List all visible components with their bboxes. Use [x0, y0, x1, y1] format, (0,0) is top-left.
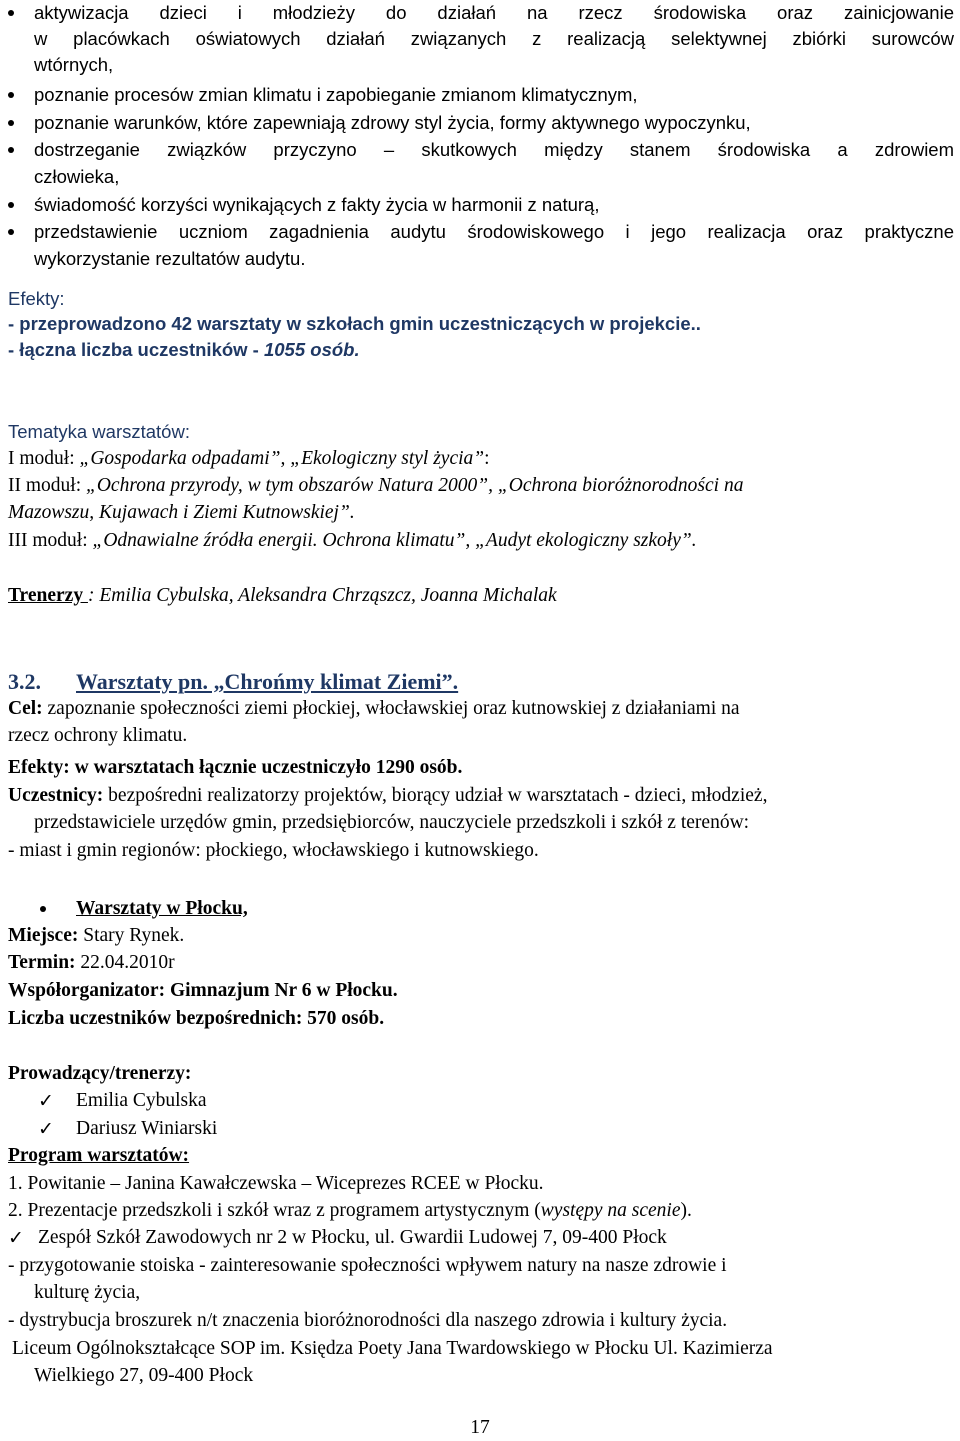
efekty-line-2-prefix: - łączna liczba uczestników - [8, 339, 264, 360]
termin-label: Termin: [8, 952, 76, 973]
miejsce-line [8, 923, 960, 949]
uczestnicy-text: bezpośredni realizatorzy projektów, biorący udział w warsztatach - dzieci, młodzież, [103, 785, 768, 806]
termin-value: 22.04.2010r [75, 952, 175, 973]
plock-title: Warsztaty w Płocku, [76, 898, 248, 919]
uczestnicy-line [8, 783, 960, 809]
trainer-name: Dariusz Winiarski [76, 1118, 218, 1139]
module-1-text: „Gospodarka odpadami”, „Ekologiczny styl życia” [79, 448, 485, 469]
trenerzy-label: Trenerzy [8, 585, 88, 606]
program-dash-2: - dystrybucja broszurek n/t znaczenia bioróżnorodności dla naszego zdrowia i kultury życia. [8, 1310, 728, 1331]
efekty-line-2 [8, 337, 960, 363]
list-item-text: wtórnych, [34, 54, 114, 75]
module-2-label: II moduł: [8, 475, 86, 496]
trenerzy-line [8, 583, 960, 609]
program-dash-1: - przygotowanie stoiska - zainteresowanie społeczności wpływem natury na nasze zdrowie i [8, 1255, 727, 1276]
uczestnicy-text-regions: - miast i gmin regionów: płockiego, włocławskiego i kutnowskiego. [8, 840, 539, 861]
termin-line [8, 950, 960, 976]
list-item-text: dostrzeganie związków przyczyno – skutkowych między stanem środowiska a zdrowiem [34, 139, 954, 160]
efekty-line-1: - przeprowadzono 42 warsztaty w szkołach gmin uczestniczących w projekcie.. [8, 313, 701, 334]
program-heading: Program warsztatów: [8, 1145, 190, 1166]
list-item-text: człowieka, [34, 166, 120, 187]
list-item-text: przedstawienie uczniom zagadnienia audytu środowiskowego i jego realizacja oraz praktyczne [34, 221, 954, 242]
module-3 [8, 528, 960, 554]
efekty2-label: Efekty: [8, 757, 70, 778]
list-item-text: w placówkach oświatowych działań związanych z realizacją selektywnej zbiórki surowców [34, 28, 954, 49]
program-item-2-end: ). [680, 1200, 692, 1221]
trenerzy-names: Emilia Cybulska, Aleksandra Chrząszcz, Joanna Michalak [94, 585, 557, 606]
bullet-icon [8, 10, 14, 16]
efekty2-line [8, 755, 960, 781]
program-dash-1-cont: kulturę życia, [34, 1282, 141, 1303]
school-address: Zespół Szkół Zawodowych nr 2 w Płocku, ul. Gwardii Ludowej 7, 09-400 Płock [38, 1227, 667, 1248]
list-item-text: poznanie warunków, które zapewniają zdrowy styl życia, formy aktywnego wypoczynku, [34, 112, 751, 133]
bullet-icon [8, 229, 14, 235]
wspolorganizator-line: Współorganizator: Gimnazjum Nr 6 w Płocku. [8, 980, 398, 1001]
liczba-uczestnikow-line: Liczba uczestników bezpośrednich: 570 osób. [8, 1008, 385, 1029]
program-item-1: 1. Powitanie – Janina Kawałczewska – Wiceprezes RCEE w Płocku. [8, 1173, 544, 1194]
page-number: 17 [470, 1417, 490, 1438]
program-item-2-italic: występy na scenie [540, 1200, 681, 1221]
trenerzy-colon: : [87, 585, 95, 606]
tematyka-heading: Tematyka warsztatów: [8, 421, 190, 442]
uczestnicy-text-cont: przedstawiciele urzędów gmin, przedsiębiorców, nauczyciele przedszkoli i szkół z terenów: [34, 812, 750, 833]
uczestnicy-label: Uczestnicy: [8, 785, 104, 806]
module-2 [8, 473, 960, 499]
section-title: Warsztaty pn. „Chrońmy klimat Ziemi”. [76, 669, 459, 694]
program-item-2 [8, 1198, 960, 1224]
bullet-icon [8, 120, 14, 126]
bullet-icon [8, 202, 14, 208]
cel-label: Cel: [8, 698, 43, 719]
bullet-icon [8, 92, 14, 98]
trainer-name: Emilia Cybulska [76, 1090, 207, 1111]
efekty2-text: w warsztatach łącznie uczestniczyło 1290 osób. [69, 757, 463, 778]
module-1-label: I moduł: [8, 448, 80, 469]
list-item-text: wykorzystanie rezultatów audytu. [34, 248, 306, 269]
liceum-line-cont: Wielkiego 27, 09-400 Płock [34, 1365, 254, 1386]
module-1-end: : [484, 448, 490, 469]
list-item-text: świadomość korzyści wynikających z fakty życia w harmonii z naturą, [34, 194, 600, 215]
module-2-text: „Ochrona przyrody, w tym obszarów Natura 2000”, „Ochrona bioróżnorodności na [86, 475, 744, 496]
cel-text: zapoznanie społeczności ziemi płockiej, włocławskiej oraz kutnowskiej z działaniami na [42, 698, 740, 719]
section-number: 3.2. [8, 669, 41, 694]
prowadzacy-heading: Prowadzący/trenerzy: [8, 1063, 192, 1084]
miejsce-value: Stary Rynek. [78, 925, 185, 946]
program-item-2-text: 2. Prezentacje przedszkoli i szkół wraz z programem artystycznym ( [8, 1200, 541, 1221]
cel-text-cont: rzecz ochrony klimatu. [8, 725, 188, 746]
list-item-text: poznanie procesów zmian klimatu i zapobieganie zmianom klimatycznym, [34, 84, 638, 105]
cel-line [8, 696, 960, 722]
miejsce-label: Miejsce: [8, 925, 79, 946]
list-item-text: aktywizacja dzieci i młodzieży do działań na rzecz środowiska oraz zainicjowanie [34, 2, 954, 23]
efekty-heading: Efekty: [8, 288, 65, 309]
participant-count: 1055 osób. [263, 339, 360, 360]
checkmark-icon: ✓ [38, 1090, 54, 1112]
section-heading [8, 669, 960, 695]
module-2-text-cont: Mazowszu, Kujawach i Ziemi Kutnowskiej”. [8, 502, 355, 523]
checkmark-icon: ✓ [38, 1118, 54, 1140]
bullet-icon [8, 147, 14, 153]
module-3-text: „Odnawialne źródła energii. Ochrona klimatu”, „Audyt ekologiczny szkoły”. [92, 530, 697, 551]
module-1 [8, 446, 960, 472]
checkmark-icon: ✓ [8, 1227, 24, 1249]
bullet-icon [40, 906, 46, 912]
module-3-label: III moduł: [8, 530, 93, 551]
liceum-line: Liceum Ogólnokształcące SOP im. Księdza Poety Jana Twardowskiego w Płocku Ul. Kazimierza [12, 1338, 773, 1359]
